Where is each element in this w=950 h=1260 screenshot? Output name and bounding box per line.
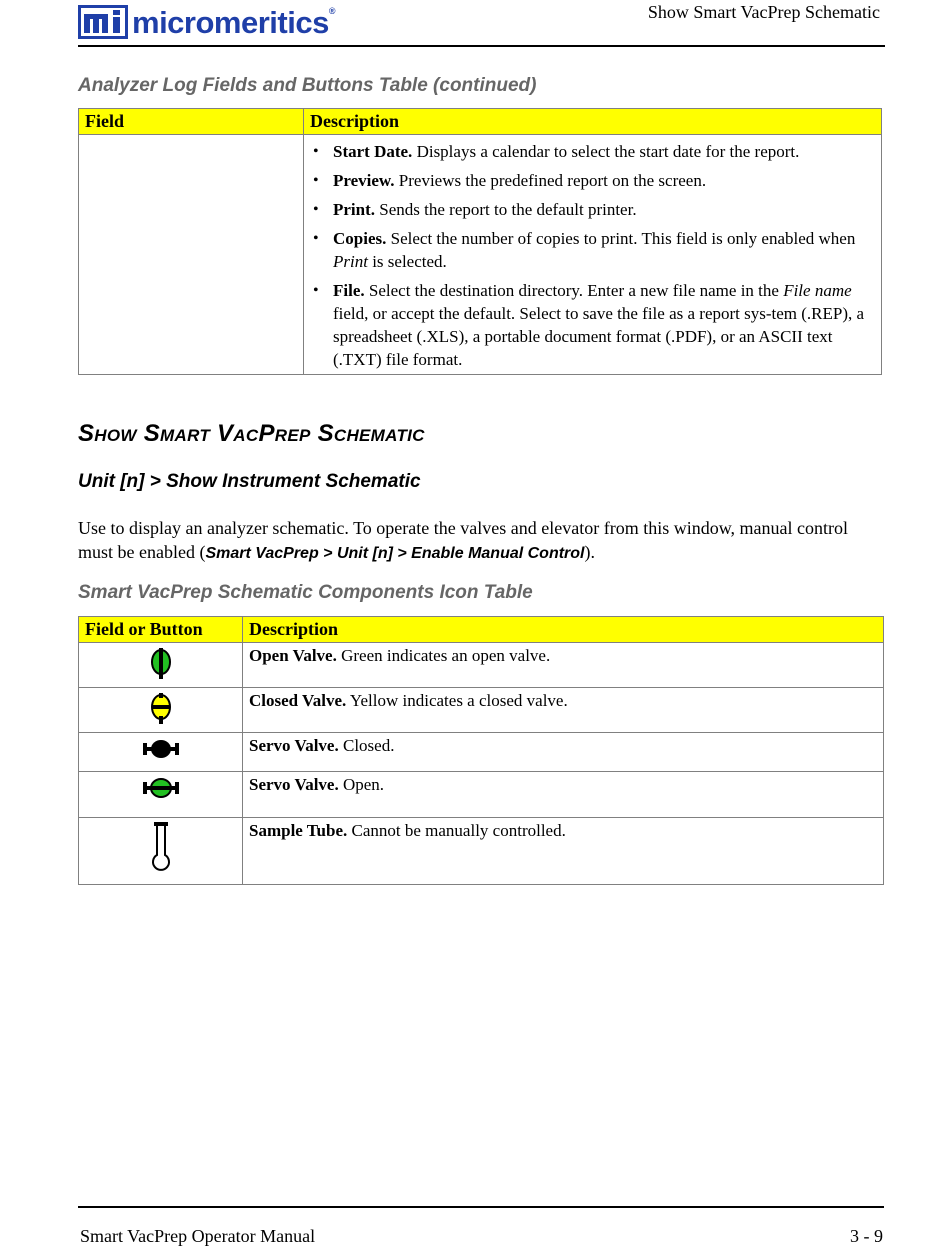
- table-row: [79, 772, 884, 818]
- description-cell: [304, 135, 882, 375]
- section-heading: Show Smart VacPrep Schematic: [78, 420, 425, 447]
- list-item: • Print. Sends the report to the default printer.: [310, 198, 875, 221]
- table-row: [79, 643, 884, 688]
- sample-tube-icon: [148, 821, 174, 875]
- table-row: [79, 733, 884, 772]
- icon-table-caption: Smart VacPrep Schematic Components Icon Table: [78, 582, 533, 603]
- running-header-title: Show Smart VacPrep Schematic: [647, 2, 880, 22]
- analyzer-log-table: [78, 108, 882, 375]
- table-row: [79, 135, 882, 375]
- header-rule: [78, 45, 885, 47]
- icon-cell: [79, 643, 243, 688]
- description-cell: Sample Tube. Cannot be manually controlled.: [243, 818, 884, 885]
- footer-rule: [78, 1206, 884, 1208]
- column-header-field: Field: [79, 109, 304, 135]
- open-valve-icon: [148, 646, 174, 682]
- list-item: • File. Select the destination directory. Enter a new file name in the File name field, or accept the default. Select to save the file as a report sys-tem (.REP), a spreadsheet (.XLS), a portable document format (.PDF), or an ASCII text (.TXT) file format.: [310, 279, 875, 371]
- body-paragraph: Use to display an analyzer schematic. To operate the valves and elevator from this window, manual control must be enabled (Smart VacPrep > Unit [n] > Enable Manual Control).: [78, 518, 848, 562]
- icon-cell: [79, 818, 243, 885]
- schematic-icon-table: [78, 616, 884, 885]
- servo-valve-open-icon: [141, 775, 181, 801]
- list-item: • Preview. Previews the predefined report on the screen.: [310, 169, 875, 192]
- table-row: [79, 818, 884, 885]
- description-cell: Servo Valve. Closed.: [243, 733, 884, 772]
- description-cell: Servo Valve. Open.: [243, 772, 884, 818]
- column-header-field-or-button: Field or Button: [79, 617, 243, 643]
- table-header-row: [79, 617, 884, 643]
- list-item: • Copies. Select the number of copies to print. This field is only enabled when Print is selected.: [310, 227, 875, 273]
- icon-cell: [79, 733, 243, 772]
- icon-cell: [79, 772, 243, 818]
- logo-wordmark: micromeritics®: [132, 4, 335, 40]
- footer-manual-title: Smart VacPrep Operator Manual: [80, 1226, 316, 1246]
- column-header-description: Description: [243, 617, 884, 643]
- column-header-description: Description: [304, 109, 882, 135]
- closed-valve-icon: [148, 691, 174, 727]
- field-cell: [79, 135, 304, 375]
- description-cell: Open Valve. Green indicates an open valve.: [243, 643, 884, 688]
- menu-path-heading: Unit [n] > Show Instrument Schematic: [78, 471, 421, 492]
- description-cell: Closed Valve. Yellow indicates a closed valve.: [243, 688, 884, 733]
- table-row: [79, 688, 884, 733]
- log-table-caption: Analyzer Log Fields and Buttons Table (continued): [78, 75, 537, 96]
- micromeritics-logo: [78, 4, 335, 40]
- servo-valve-closed-icon: [141, 736, 181, 762]
- menu-path: Smart VacPrep > Unit [n] > Enable Manual Control: [205, 545, 585, 562]
- table-header-row: [79, 109, 882, 135]
- description-list: [310, 135, 875, 374]
- list-item: • Start Date. Displays a calendar to select the start date for the report.: [310, 140, 875, 163]
- page-number: 3 - 9: [850, 1226, 883, 1246]
- mi-logo-mark-icon: [78, 5, 128, 39]
- icon-cell: [79, 688, 243, 733]
